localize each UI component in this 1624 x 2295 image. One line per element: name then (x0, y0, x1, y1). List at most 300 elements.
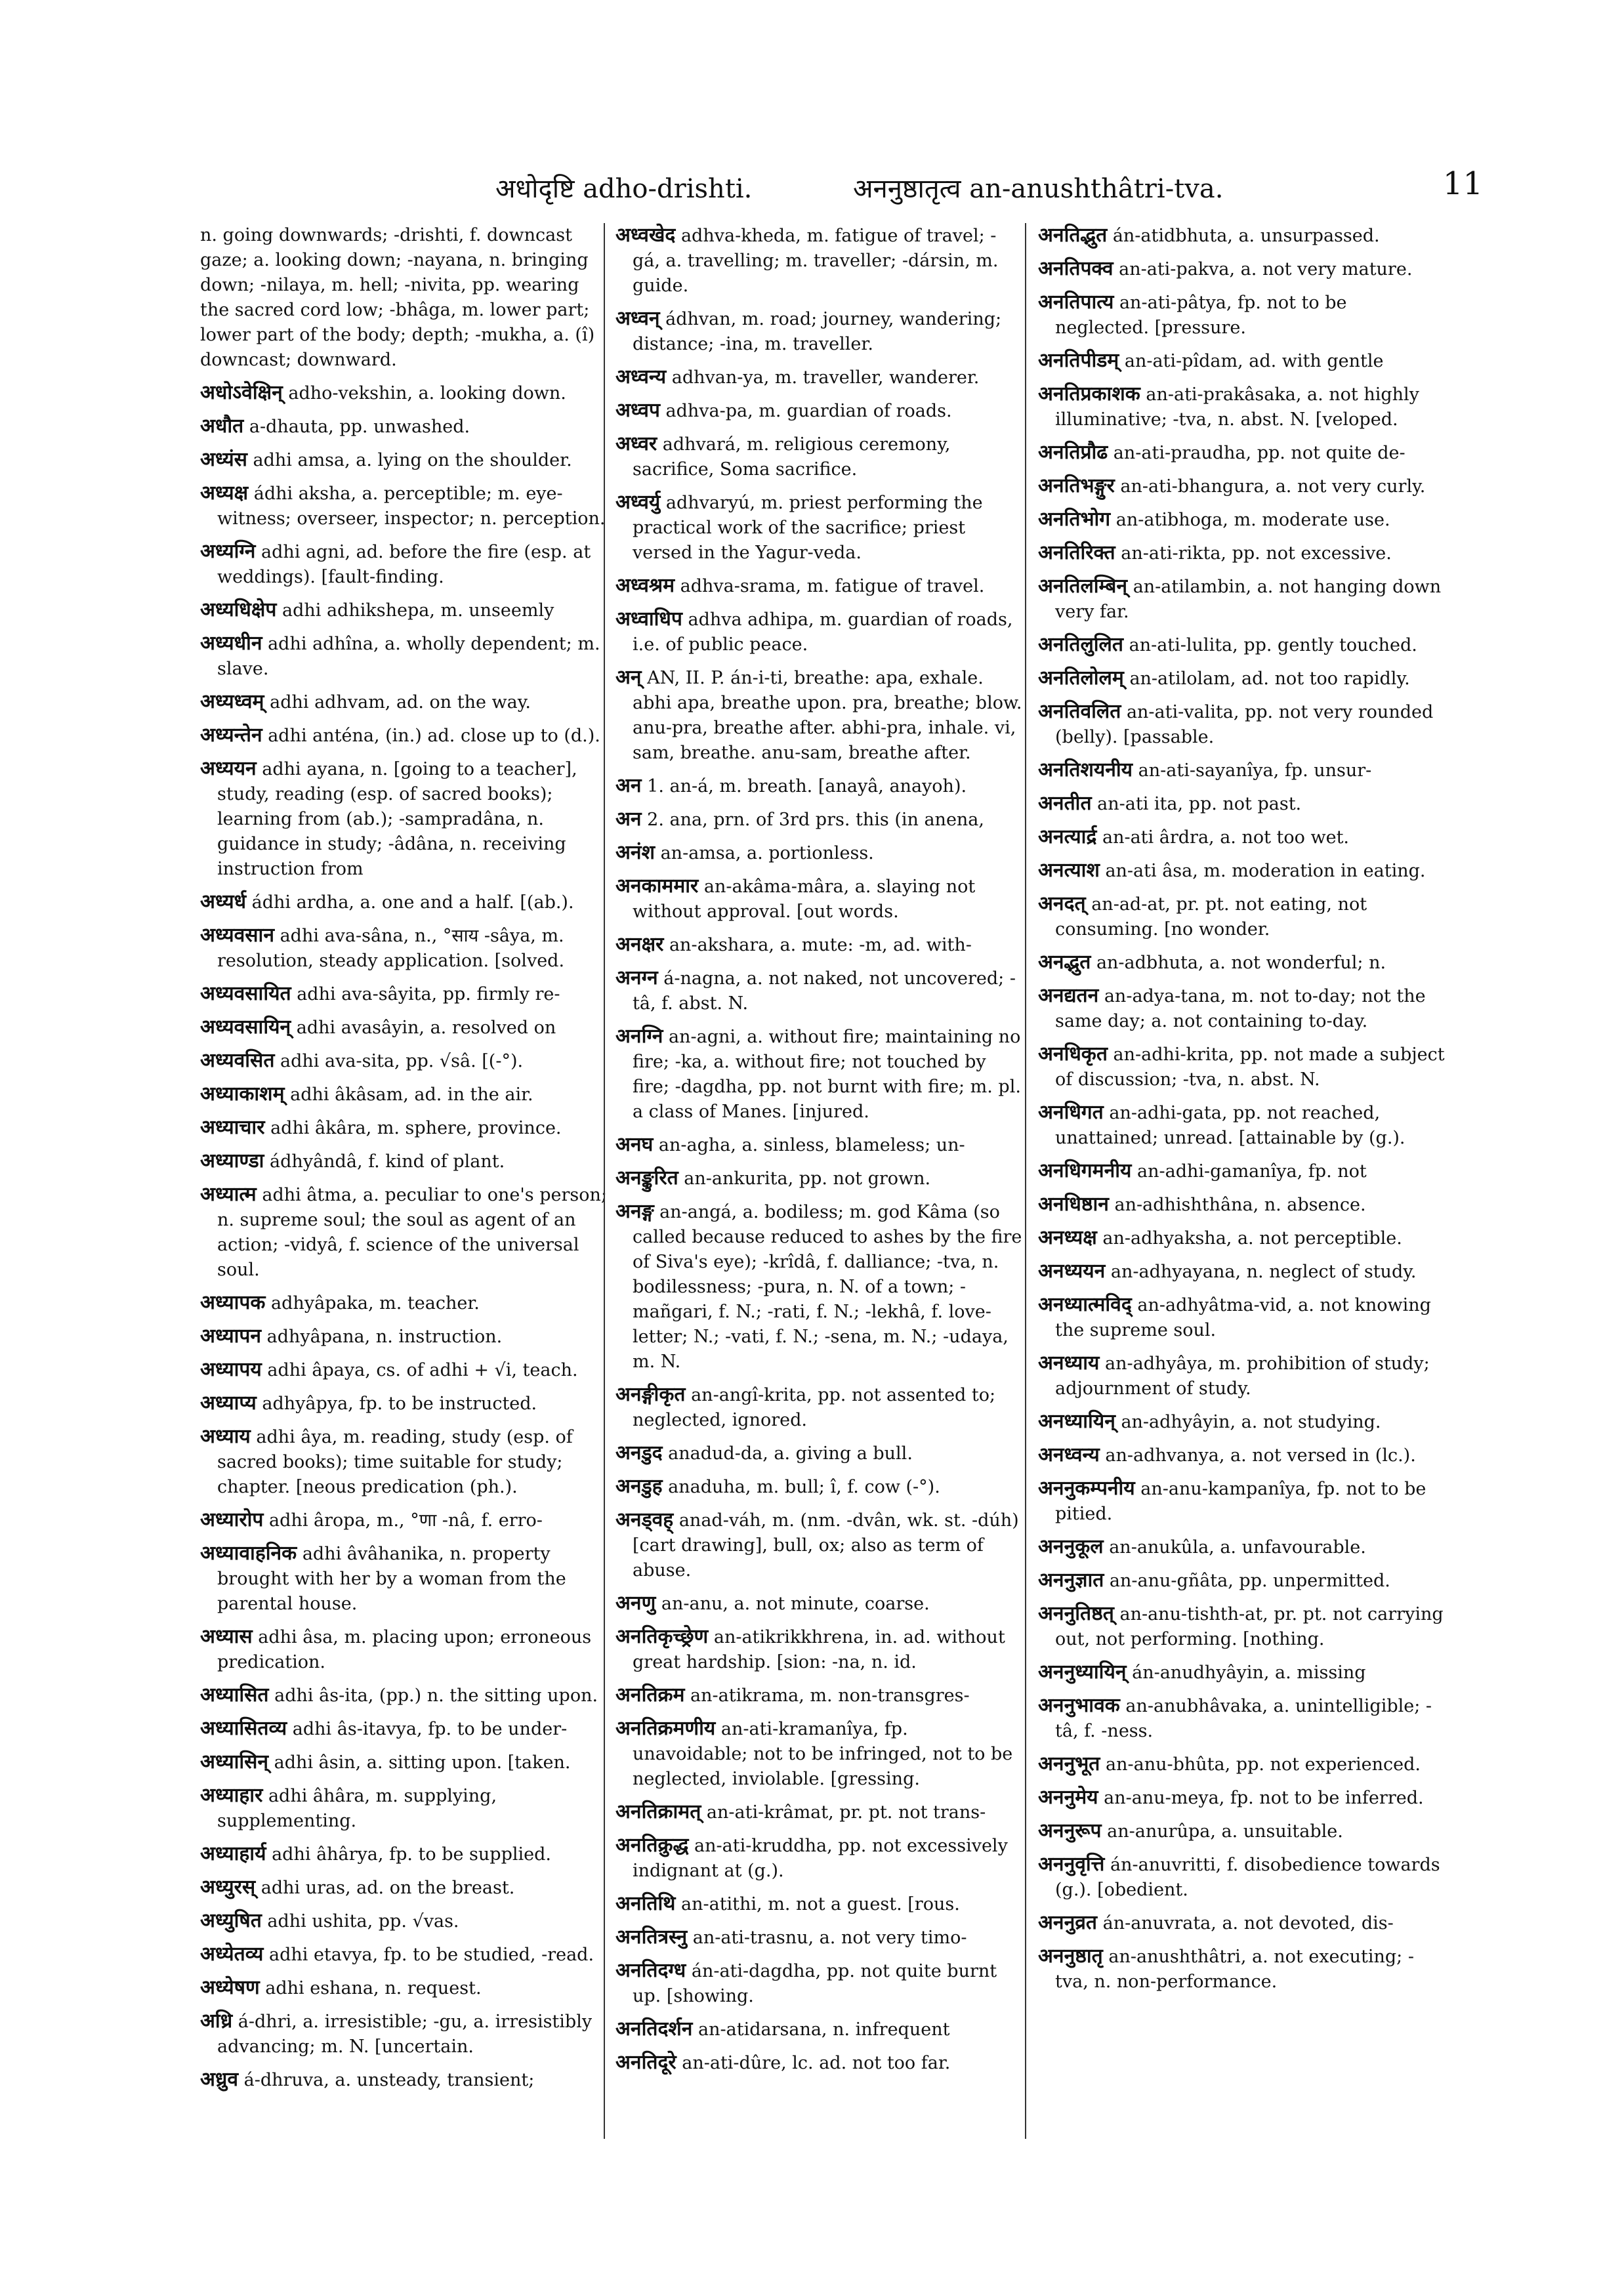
entry-text: an-atidarsana, n. infrequent (698, 2019, 950, 2040)
entry-text: adhvan-ya, m. traveller, wanderer. (671, 367, 980, 388)
entry-headword: अध्यास (200, 1625, 253, 1648)
entry-text: an-ad-at, pr. pt. not eating, not consuming. [no wonder. (1055, 894, 1367, 940)
entry-text: adhva adhipa, m. guardian of roads, i.e. of public peace. (633, 610, 1013, 655)
entry-headword: अनग्न (615, 966, 658, 989)
entry-headword: अनतिद्भुत (1038, 224, 1108, 247)
entry-headword: अध्यात्म (200, 1183, 257, 1206)
dictionary-entry (200, 1624, 607, 1675)
dictionary-entry (200, 1424, 607, 1500)
dictionary-entry (615, 1166, 1022, 1191)
entry-text: adhvaryú, m. priest performing the practical work of the sacrifice; priest versed in the Yagur-veda. (633, 493, 983, 563)
entry-headword: अननुमेय (1038, 1786, 1098, 1809)
dictionary-entry (615, 1800, 1022, 1825)
entry-headword: अध्यासिन् (200, 1750, 269, 1773)
entry-text: an-atilambin, a. not hanging down very far. (1055, 577, 1442, 622)
entry-headword: अनतिदर्शन (615, 2017, 693, 2040)
dictionary-entry (1038, 290, 1445, 341)
entry-text: adhvará, m. religious ceremony, sacrifice, Soma sacrifice. (633, 434, 951, 480)
dictionary-entry (615, 874, 1022, 924)
entry-text: an-adya-tana, m. not to-day; not the same day; a. not containing to-day. (1055, 986, 1426, 1031)
entry-headword: अननुभूत (1038, 1752, 1100, 1775)
entry-headword: अनतिलुलित (1038, 633, 1123, 656)
dictionary-entry (1038, 223, 1445, 249)
dictionary-entry (1038, 1259, 1445, 1285)
dictionary-entry (200, 1391, 607, 1416)
entry-text: an-adhi-gata, pp. not reached, unattained; unread. [attainable by (g.). (1055, 1103, 1405, 1148)
entry-headword: अननुवृत्ति (1038, 1853, 1105, 1876)
entry-headword: अनतिदूरे (615, 2051, 677, 2074)
entry-headword: अनतिक्रामत् (615, 1800, 701, 1823)
dictionary-entry (1038, 257, 1445, 282)
entry-text: adhyâpya, fp. to be instructed. (262, 1394, 537, 1414)
dictionary-entry (200, 447, 607, 473)
entry-text: án-anudhyâyin, a. missing (1132, 1663, 1366, 1683)
entry-headword: अधौत (200, 415, 244, 438)
dictionary-entry (1038, 1226, 1445, 1251)
entry-text: adhi uras, ad. on the breast. (260, 1878, 515, 1898)
entry-headword: अननुभावक (1038, 1694, 1120, 1717)
entry-text: adhva-pa, m. guardian of roads. (665, 401, 952, 421)
entry-text: an-ati âsa, m. moderation in eating. (1105, 861, 1426, 881)
dictionary-entry (200, 1149, 607, 1174)
entry-headword: अनतिभोग (1038, 508, 1111, 531)
entry-headword: अध्येतव्य (200, 1943, 264, 1966)
dictionary-entry (1038, 1752, 1445, 1777)
entry-headword: अनग्नि (615, 1025, 663, 1048)
dictionary-entry (1038, 1159, 1445, 1184)
entry-headword: अनध्यक्ष (1038, 1226, 1097, 1249)
entry-headword: अध्याय (200, 1425, 251, 1448)
right-running-head: अननुष्ठातृत्व an-anushthâtri-tva. (853, 174, 1224, 204)
dictionary-entry (200, 1291, 607, 1316)
entry-text: á-dhruva, a. unsteady, transient; (243, 2070, 535, 2090)
dictionary-entry (615, 665, 1022, 766)
dictionary-entry (615, 1382, 1022, 1433)
dictionary-entry (200, 1324, 607, 1350)
entry-headword: अनधिष्ठान (1038, 1193, 1109, 1216)
entry-text: an-ati-pîdam, ad. with gentle (1124, 351, 1384, 371)
entry-text: an-anurûpa, a. unsuitable. (1107, 1821, 1343, 1842)
dictionary-entry (615, 2050, 1022, 2076)
dictionary-entry (1038, 1476, 1445, 1527)
dictionary-entry (1038, 1443, 1445, 1468)
entry-headword: अध्वाधिप (615, 608, 682, 631)
entry-text: an-akshara, a. mute: -m, ad. with- (669, 935, 972, 955)
entry-headword: अनतिक्रमणीय (615, 1717, 716, 1740)
entry-headword: अध्रुव (200, 2068, 239, 2091)
entry-text: adhi âs-ita, (pp.) n. the sitting upon. (274, 1685, 598, 1706)
entry-text: an-anu-tishth-at, pr. pt. not carrying out, not performing. [nothing. (1055, 1604, 1444, 1649)
entry-headword: अध्वखेद (615, 224, 676, 247)
dictionary-entry (615, 2017, 1022, 2042)
entry-headword: अननुकम्पनीय (1038, 1477, 1135, 1500)
entry-text: an-ati-pâtya, fp. not to be neglected. [pressure. (1055, 293, 1347, 338)
entry-headword: अध्युषित (200, 1909, 262, 1932)
entry-headword: अनङ्ग (615, 1200, 654, 1223)
entry-headword: अनतिकृच्छ्रेण (615, 1625, 709, 1648)
entry-headword: अनध्याय (1038, 1352, 1100, 1375)
entry-text: an-adhyaksha, a. not perceptible. (1102, 1228, 1402, 1249)
column-divider (1025, 223, 1026, 2139)
dictionary-entry (615, 1683, 1022, 1708)
entry-text: á-nagna, a. not naked, not uncovered; -tâ, f. abst. N. (633, 968, 1016, 1014)
entry-headword: अननुरूप (1038, 1819, 1102, 1842)
entry-text: adhi adhîna, a. wholly dependent; m. slave. (217, 634, 600, 679)
entry-headword: अनतिक्रम (615, 1684, 685, 1706)
entry-text: an-ati-sayanîya, fp. unsur- (1138, 760, 1372, 781)
entry-headword: अध्याहार्य (200, 1842, 266, 1865)
entry-headword: अनतिलम्बिन् (1038, 575, 1128, 598)
dictionary-entry (615, 432, 1022, 482)
column-divider (604, 223, 605, 2139)
entry-text: an-adhvanya, a. not versed in (lc.). (1105, 1445, 1416, 1466)
entry-headword: अध्यन्तेन (200, 724, 262, 747)
entry-text: an-ati ârdra, a. not too wet. (1102, 827, 1350, 848)
entry-text: adhi âsa, m. placing upon; erroneous predication. (217, 1627, 592, 1672)
entry-text: adhi ava-sâna, n., °साय -sâya, m. resolution, steady application. [solved. (217, 926, 565, 971)
dictionary-entry (200, 631, 607, 682)
entry-text: adhva-srama, m. fatigue of travel. (680, 576, 985, 596)
entry-headword: अनध्वन्य (1038, 1443, 1100, 1466)
dictionary-entry (615, 840, 1022, 866)
entry-text: anaduha, m. bull; î, f. cow (-°). (668, 1477, 940, 1497)
entry-headword: अन (615, 774, 642, 797)
dictionary-entry (615, 398, 1022, 424)
dictionary-entry (1038, 791, 1445, 817)
entry-text: á-dhri, a. irresistible; -gu, a. irresistibly advancing; m. N. [uncertain. (217, 2012, 593, 2057)
entry-headword: अनतिप्रौढ (1038, 441, 1108, 464)
dictionary-entry (615, 1474, 1022, 1500)
entry-text: n. going downwards; -drishti, f. downcast gaze; a. looking down; -nayana, n. bringing down; -nilaya, m. hell; -nivita, pp. wearing the sacred cord low; -bhâga, m. lower part; lower part of the body; depth; -mukha, a. (î) downcast; downward. (200, 225, 595, 370)
dictionary-entry (1038, 758, 1445, 783)
dictionary-entry (615, 1833, 1022, 1884)
entry-text: adhi âkâra, m. sphere, province. (270, 1118, 562, 1138)
entry-text: an-ati-lulita, pp. gently touched. (1129, 635, 1417, 655)
entry-text: an-ati-rikta, pp. not excessive. (1121, 543, 1392, 564)
entry-headword: अध्याचार (200, 1116, 265, 1139)
dictionary-entry (615, 1624, 1022, 1675)
entry-headword: अनंश (615, 841, 655, 864)
entry-text: an-angî-krita, pp. not assented to; neglected, ignored. (633, 1385, 996, 1430)
dictionary-entry (200, 756, 607, 882)
dictionary-entry (200, 414, 607, 440)
entry-headword: अनतिथि (615, 1892, 676, 1915)
dictionary-entry (1038, 1409, 1445, 1435)
entry-text: adhi ava-sâyita, pp. firmly re- (297, 984, 560, 1004)
entry-text: án-anuvrata, a. not devoted, dis- (1102, 1913, 1394, 1933)
entry-headword: अध्यंस (200, 448, 247, 471)
entry-text: ádhyândâ, f. kind of plant. (270, 1151, 505, 1172)
entry-headword: अध्यवसायित (200, 982, 291, 1005)
entry-headword: अननुकूल (1038, 1535, 1104, 1558)
entry-text: an-ati-krâmat, pr. pt. not trans- (706, 1802, 986, 1823)
entry-text: an-adhishthâna, n. absence. (1114, 1195, 1366, 1215)
entry-text: an-anu, a. not minute, coarse. (661, 1594, 930, 1614)
entry-headword: अध्यावाहनिक (200, 1542, 297, 1565)
entry-text: adho-vekshin, a. looking down. (288, 383, 566, 403)
dictionary-entry (615, 1508, 1022, 1583)
dictionary-entry (1038, 440, 1445, 466)
dictionary-entry (200, 690, 607, 715)
dictionary-entry (615, 223, 1022, 299)
entry-headword: अनक्षर (615, 933, 664, 956)
entry-text: anad-váh, m. (nm. -dvân, wk. st. -dúh) [cart drawing], bull, ox; also as term of abuse. (633, 1510, 1019, 1581)
entry-text: ádhi ardha, a. one and a half. [(ab.). (251, 892, 574, 913)
dictionary-entry (1038, 1785, 1445, 1811)
entry-headword: अध्यध्वम् (200, 690, 264, 713)
entry-headword: अनतिपात्य (1038, 291, 1114, 314)
entry-headword: अननुध्यायिन् (1038, 1661, 1127, 1684)
entry-text: an-ati-valita, pp. not very rounded (belly). [passable. (1055, 702, 1434, 747)
dictionary-entry (200, 1357, 607, 1383)
entry-text: adhyâpana, n. instruction. (266, 1327, 503, 1347)
entry-text: adhi âropa, m., °णा -nâ, f. erro- (269, 1510, 543, 1531)
entry-headword: अनतिपीडम् (1038, 349, 1119, 372)
entry-text: adhi ushita, pp. √vas. (267, 1911, 459, 1932)
entry-headword: अध्वन्य (615, 365, 667, 388)
entry-text: an-ati-trasnu, a. not very timo- (692, 1928, 967, 1948)
entry-text: an-anu-kampanîya, fp. not to be pitied. (1055, 1479, 1426, 1524)
dictionary-entry (1038, 1351, 1445, 1401)
dictionary-entry (1038, 1660, 1445, 1685)
entry-text: án-atidbhuta, a. unsurpassed. (1112, 226, 1380, 246)
entry-headword: अनतिशयनीय (1038, 758, 1133, 781)
dictionary-entry (1038, 1944, 1445, 1995)
column-2 (615, 223, 1022, 2159)
entry-text: an-adhi-gamanîya, fp. not (1137, 1161, 1367, 1182)
entry-text: adhi agni, ad. before the fire (esp. at weddings). [fault-finding. (217, 542, 591, 587)
entry-headword: अनद्भुत (1038, 951, 1091, 974)
entry-headword: अध्युरस् (200, 1876, 256, 1899)
entry-text: an-atikrama, m. non-transgres- (690, 1685, 970, 1706)
entry-headword: अनध्यायिन् (1038, 1410, 1115, 1433)
dictionary-entry (615, 365, 1022, 390)
entry-text: an-angá, a. bodiless; m. god Kâma (so called because reduced to ashes by the fire of Siva's eye); -krîdâ, f. dalliance; -tva, n. bodilessness; -pura, n. N. of a town; -mañgari, f. N.; -rati, f. N.; -lekhâ, f. love-letter; N.; -vati, f. N.; -sena, m. N.; -udaya, m. N. (633, 1202, 1022, 1372)
dictionary-entry (615, 607, 1022, 657)
dictionary-entry (615, 1199, 1022, 1375)
dictionary-entry (615, 306, 1022, 357)
page-number: 11 (1442, 165, 1483, 202)
dictionary-entry (200, 1115, 607, 1141)
entry-headword: अध्यधिक्षेप (200, 598, 277, 621)
dictionary-entry (1038, 1819, 1445, 1844)
dictionary-entry (615, 1132, 1022, 1158)
entry-headword: अध्वर्यु (615, 491, 661, 514)
entry-text: 2. ana, prn. of 3rd prs. this (in anena, (647, 810, 984, 830)
dictionary-entry (615, 573, 1022, 599)
dictionary-entry (200, 923, 607, 974)
entry-text: adhi âhâra, m. supplying, supplementing. (217, 1786, 497, 1831)
entry-headword: अनतिभङ्गुर (1038, 474, 1115, 497)
entry-text: an-ankurita, pp. not grown. (684, 1168, 931, 1189)
dictionary-entry (1038, 983, 1445, 1034)
dictionary-entry (1038, 507, 1445, 533)
entry-text: adhi anténa, (in.) ad. close up to (d.). (268, 726, 600, 746)
entry-headword: अनत्यार्द्र (1038, 825, 1097, 848)
entry-text: án-anuvritti, f. disobedience towards (g.). [obedient. (1055, 1855, 1440, 1900)
entry-text: adhyâpaka, m. teacher. (271, 1293, 480, 1313)
entry-text: an-anu-bhûta, pp. not experienced. (1106, 1754, 1421, 1775)
entry-text: an-ati-prakâsaka, a. not highly illuminative; -tva, n. abst. N. [veloped. (1055, 384, 1419, 430)
entry-headword: अन् (615, 666, 642, 689)
dictionary-entry (200, 1508, 607, 1533)
entry-headword: अध्यारोप (200, 1508, 264, 1531)
dictionary-entry (615, 774, 1022, 799)
entry-text: a-dhauta, pp. unwashed. (249, 417, 470, 437)
entry-headword: अनडुद (615, 1441, 663, 1464)
dictionary-entry (200, 890, 607, 915)
entry-headword: अध्यासितव्य (200, 1717, 287, 1740)
entry-headword: अननुतिष्ठत् (1038, 1602, 1114, 1625)
entry-headword: अध्यर्ध (200, 890, 247, 913)
entry-text: adhi amsa, a. lying on the shoulder. (253, 450, 572, 470)
left-running-head: अधोदृष्टि adho-drishti. (495, 174, 753, 204)
entry-text: an-amsa, a. portionless. (660, 843, 874, 863)
dictionary-entry (1038, 950, 1445, 976)
entry-headword: अध्वश्रम (615, 574, 675, 597)
dictionary-entry (200, 1082, 607, 1107)
entry-text: an-atikrikkhrena, in. ad. without great hardship. [sion: -na, n. id. (633, 1627, 1005, 1672)
entry-text: an-ati-pakva, a. not very mature. (1119, 259, 1413, 279)
dictionary-entry (200, 1750, 607, 1775)
entry-text: an-atilolam, ad. not too rapidly. (1129, 669, 1410, 689)
entry-headword: अनद्यतन (1038, 984, 1099, 1007)
dictionary-entry (615, 932, 1022, 958)
page-header (197, 165, 1483, 215)
entry-headword: अध्यासित (200, 1684, 269, 1706)
entry-text: an-adhyayana, n. neglect of study. (1110, 1262, 1417, 1282)
dictionary-entry (615, 807, 1022, 833)
dictionary-entry (1038, 474, 1445, 499)
entry-text: adhi âs-itavya, fp. to be under- (292, 1719, 568, 1739)
entry-headword: अनङ्गीकृत (615, 1383, 686, 1406)
dictionary-entry (1038, 1852, 1445, 1903)
entry-headword: अनडुह (615, 1475, 663, 1498)
entry-headword: अध्याप्य (200, 1392, 257, 1415)
entry-headword: अनतीत (1038, 792, 1092, 815)
column-3 (1038, 223, 1445, 2159)
entry-headword: अध्यवसित (200, 1049, 275, 1072)
entry-text: adhi âhârya, fp. to be supplied. (272, 1844, 551, 1865)
entry-headword: अध्यग्नि (200, 540, 256, 563)
entry-headword: अन (615, 808, 642, 831)
entry-text: adhi âkâsam, ad. in the air. (290, 1085, 533, 1105)
dictionary-entry (200, 539, 607, 590)
dictionary-entry (1038, 858, 1445, 884)
entry-headword: अनधिगत (1038, 1101, 1104, 1124)
entry-text: an-akâma-mâra, a. slaying not without approval. [out words. (633, 877, 976, 922)
dictionary-entry (1038, 632, 1445, 658)
entry-headword: अनतिलोलम् (1038, 667, 1124, 690)
entry-headword: अनतिवलित (1038, 700, 1121, 723)
dictionary-entry (1038, 825, 1445, 850)
entry-text: an-adhyâyin, a. not studying. (1121, 1412, 1381, 1432)
entry-headword: अध्यक्ष (200, 482, 249, 505)
dictionary-entry (200, 1048, 607, 1074)
entry-text: an-adbhuta, a. not wonderful; n. (1096, 953, 1386, 973)
entry-headword: अनतिप्रकाशक (1038, 382, 1140, 405)
entry-text: an-ati-kramanîya, fp. unavoidable; not to be infringed, not to be neglected, inviolable. [gressing. (633, 1719, 1013, 1789)
dictionary-entry (200, 1783, 607, 1834)
entry-headword: अनध्ययन (1038, 1260, 1106, 1283)
entry-headword: अनधिगमनीय (1038, 1159, 1132, 1182)
entry-headword: अनतिपक्व (1038, 257, 1114, 280)
entry-text: AN, II. P. án-i-ti, breathe: apa, exhale. abhi apa, breathe upon. pra, breathe; blow. anu-pra, breathe after. abhi-pra, inhale. vi, sam, breathe. anu-sam, breathe after. (633, 668, 1022, 763)
dictionary-entry (1038, 1535, 1445, 1560)
dictionary-entry (200, 1541, 607, 1617)
entry-headword: अध्येषण (200, 1976, 260, 1999)
entry-text: an-anubhâvaka, a. unintelligible; -tâ, f. -ness. (1055, 1696, 1432, 1741)
entry-text: an-ati-praudha, pp. not quite de- (1113, 443, 1405, 463)
dictionary-entry (615, 1591, 1022, 1617)
entry-headword: अनत्याश (1038, 859, 1100, 882)
dictionary-entry (615, 1716, 1022, 1792)
dictionary-entry (200, 598, 607, 623)
entry-headword: अनतिदग्ध (615, 1959, 686, 1982)
entry-text: 1. an-á, m. breath. [anayâ, anayoh). (647, 776, 967, 796)
dictionary-entry (200, 1015, 607, 1041)
entry-headword: अनकाममार (615, 875, 699, 898)
dictionary-entry (615, 1024, 1022, 1125)
entry-text: an-anushthâtri, a. not executing; -tva, n. non-performance. (1055, 1947, 1414, 1992)
entry-headword: अनदत् (1038, 892, 1086, 915)
dictionary-entry (1038, 541, 1445, 566)
dictionary-entry (1038, 1602, 1445, 1652)
entry-text: an-ati ita, pp. not past. (1097, 794, 1302, 814)
entry-text: an-adhi-krita, pp. not made a subject of discussion; -tva, n. abst. N. (1055, 1044, 1445, 1090)
entry-headword: अनध्यात्मविद् (1038, 1293, 1132, 1316)
entry-headword: अनतिक्रुद्ध (615, 1834, 689, 1857)
dictionary-entry (200, 1942, 607, 1968)
dictionary-entry (200, 1716, 607, 1742)
dictionary-entry (200, 982, 607, 1007)
dictionary-entry (200, 481, 607, 531)
dictionary-entry (1038, 699, 1445, 750)
entry-headword: अनड्वह् (615, 1508, 674, 1531)
dictionary-entry (200, 1875, 607, 1901)
entry-headword: अनधिकृत (1038, 1043, 1108, 1065)
dictionary-entry (615, 490, 1022, 566)
entry-text: adhi eshana, n. request. (265, 1978, 482, 1998)
dictionary-entry (200, 1975, 607, 2001)
entry-text: adhi adhikshepa, m. unseemly (281, 600, 554, 621)
dictionary-entry (1038, 1292, 1445, 1343)
entry-headword: अनणु (615, 1592, 656, 1615)
entry-text: an-adhyâtma-vid, a. not knowing the supreme soul. (1055, 1295, 1431, 1340)
entry-text: an-ati-bhangura, a. not very curly. (1120, 476, 1426, 497)
dictionary-entry (615, 966, 1022, 1016)
dictionary-entry (200, 223, 607, 373)
dictionary-entry (200, 1842, 607, 1867)
entry-text: an-atithi, m. not a guest. [rous. (680, 1894, 960, 1914)
entry-headword: अधोऽवेक्षिन् (200, 381, 283, 404)
dictionary-entry (200, 381, 607, 406)
dictionary-entry (1038, 382, 1445, 432)
dictionary-entry (200, 1909, 607, 1934)
entry-text: adhi âtma, a. peculiar to one's person; n. supreme soul; the soul as agent of an action; -vidyâ, f. science of the universal soul. (217, 1185, 607, 1280)
dictionary-entry (1038, 1693, 1445, 1744)
dictionary-entry (200, 1683, 607, 1708)
entry-text: ádhi aksha, a. perceptible; m. eye-witness; overseer, inspector; n. perception. (217, 484, 606, 529)
dictionary-entry (1038, 1911, 1445, 1936)
entry-text: adhi âya, m. reading, study (esp. of sacred books); time suitable for study; chapter. [neous predication (ph.). (217, 1427, 573, 1497)
entry-headword: अध्याकाशम् (200, 1083, 285, 1106)
entry-text: adhi âsin, a. sitting upon. [taken. (274, 1752, 571, 1773)
dictionary-entry (1038, 1042, 1445, 1092)
entry-headword: अनङ्कुरित (615, 1167, 678, 1189)
entry-headword: अध्यापन (200, 1325, 262, 1348)
entry-text: an-agha, a. sinless, blameless; un- (658, 1135, 965, 1155)
